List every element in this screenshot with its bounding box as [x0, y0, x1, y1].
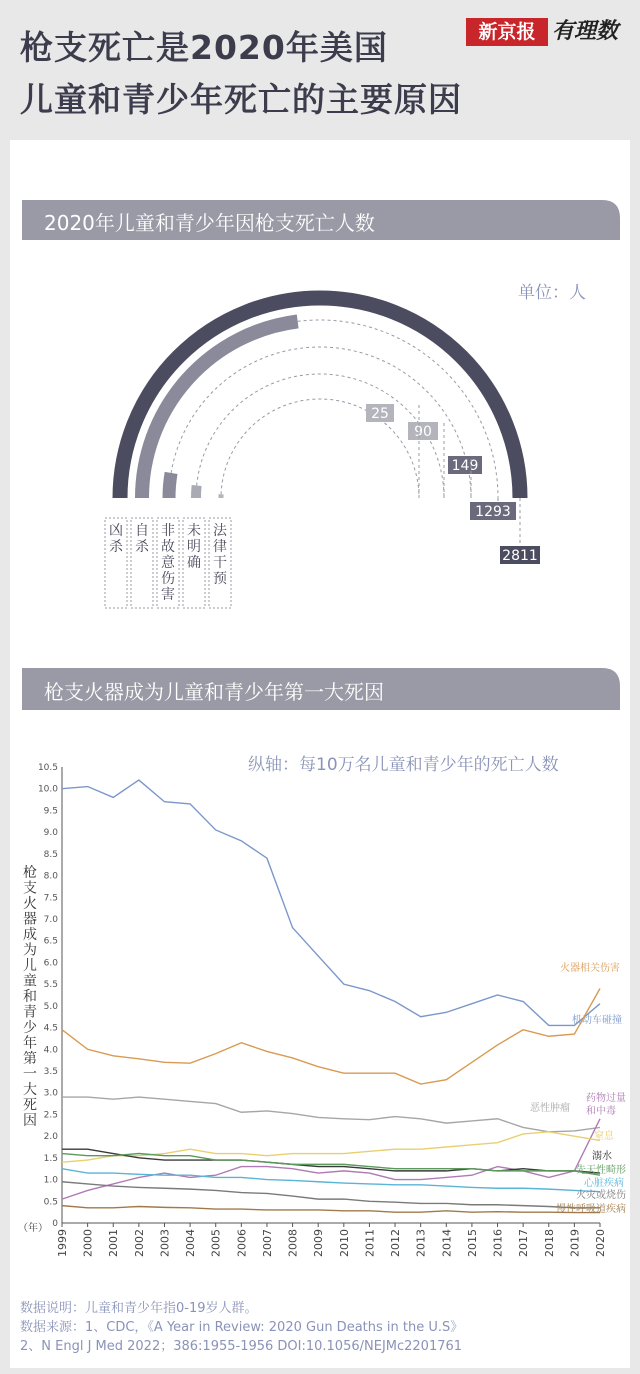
x-tick-label: 2019 [568, 1229, 582, 1257]
page-title-line2: 儿童和青少年死亡的主要原因 [20, 80, 462, 119]
x-tick-label: 2001 [107, 1229, 121, 1257]
y-tick-label: 8.5 [43, 849, 58, 860]
y-tick-label: 10.5 [37, 763, 58, 773]
note-source-2: 2、N Engl J Med 2022；386:1955-1956 DOI:10.1056/NEJMc2201761 [20, 1339, 463, 1354]
x-tick-label: 2003 [158, 1229, 172, 1257]
series-label-1: 火器相关伤害 [560, 963, 620, 974]
value-label-1: 1293 [475, 504, 511, 520]
y-tick-label: 0.5 [43, 1197, 58, 1208]
y-tick-label: 5.5 [43, 980, 58, 991]
y-tick-label: 1.0 [43, 1175, 58, 1186]
brand-sub-logo: 有理数 [552, 19, 619, 44]
x-tick-label: 2006 [235, 1229, 249, 1257]
arc-bar-3 [196, 486, 197, 498]
x-tick-label: 2005 [209, 1229, 223, 1257]
series-line-0 [62, 780, 600, 1025]
category-label-1: 自杀 [135, 523, 149, 555]
value-label-3: 90 [414, 424, 432, 440]
x-tick-label: 2020 [594, 1229, 607, 1257]
y-tick-label: 10.0 [37, 784, 58, 795]
x-tick-label: 1999 [56, 1229, 69, 1257]
category-label-0: 凶杀 [109, 523, 123, 555]
arc-chart [0, 260, 640, 620]
y-tick-label: 2.5 [43, 1110, 58, 1121]
note-source-1: 数据来源：1、CDC，《A Year in Review: 2020 Gun Deaths in the U.S》 [20, 1320, 464, 1335]
category-label-2: 非故意伤害 [161, 523, 175, 603]
x-tick-label: 2008 [286, 1229, 300, 1257]
category-label-3: 未明确 [187, 523, 201, 571]
line-chart [0, 755, 640, 1275]
y-tick-label: 1.5 [43, 1153, 58, 1164]
x-tick-label: 2010 [337, 1229, 351, 1257]
value-label-4: 25 [371, 406, 389, 422]
brand-logo: 新京报 [466, 18, 548, 46]
x-tick-label: 2011 [363, 1229, 377, 1257]
x-tick-label: 2007 [260, 1229, 274, 1257]
series-line-2 [62, 1097, 600, 1132]
header [0, 0, 640, 140]
section1-title: 2020年儿童和青少年因枪支死亡人数 [44, 211, 375, 235]
y-tick-label: 7.0 [43, 915, 58, 925]
x-tick-label: 2017 [517, 1229, 531, 1257]
x-tick-label: 2015 [465, 1229, 479, 1257]
series-label-8: 火灾或烧伤 [576, 1190, 626, 1201]
y-tick-label: 6.5 [43, 936, 58, 947]
x-tick-label: 2004 [184, 1229, 198, 1257]
y-tick-label: 8.0 [43, 871, 58, 882]
series-line-1 [62, 988, 600, 1084]
note-description: 数据说明：儿童和青少年指0-19岁人群。 [20, 1301, 258, 1316]
series-label-3: 药物过量和中毒 [586, 1093, 626, 1117]
y-tick-label: 9.0 [43, 828, 58, 839]
series-label-9: 慢性呼吸道疾病 [556, 1204, 626, 1215]
y-axis-label: 枪支火器成为儿童和青少年第一大死因 [23, 865, 37, 1129]
value-label-2: 149 [451, 458, 479, 474]
x-tick-label: 2016 [491, 1229, 505, 1257]
y-tick-label: 9.5 [43, 806, 58, 817]
x-tick-label: 2009 [312, 1229, 326, 1257]
y-tick-label: 4.5 [43, 1023, 58, 1034]
series-label-0: 机动车碰撞 [572, 1015, 622, 1026]
page-title-line1: 枪支死亡是2020年美国 [20, 28, 388, 67]
series-label-4: 窒息 [594, 1131, 614, 1142]
category-label-4: 法律干预 [213, 523, 227, 587]
x-tick-label: 2012 [389, 1229, 403, 1257]
series-line-9 [62, 1206, 600, 1213]
x-axis-unit: （年） [18, 1223, 48, 1234]
arc-bar-2 [169, 473, 171, 498]
value-label-0: 2811 [502, 548, 538, 564]
y-tick-label: 0 [52, 1219, 58, 1229]
y-tick-label: 5.0 [43, 1001, 58, 1012]
x-tick-label: 2002 [132, 1229, 146, 1257]
series-line-8 [62, 1182, 600, 1208]
arc-guide-3 [197, 374, 444, 498]
y-tick-label: 3.5 [43, 1067, 58, 1077]
series-label-7: 心脏疾病 [584, 1178, 624, 1189]
x-tick-label: 2013 [414, 1229, 428, 1257]
x-tick-label: 2018 [542, 1229, 556, 1257]
series-label-2: 恶性肿瘤 [530, 1103, 570, 1114]
series-line-5 [62, 1149, 600, 1173]
series-label-6: 先天性畸形 [576, 1165, 626, 1176]
y-axis-note: 纵轴：每10万名儿童和青少年的死亡人数 [248, 755, 559, 775]
y-tick-label: 7.5 [43, 893, 58, 904]
series-label-5: 溺水 [592, 1151, 612, 1162]
unit-label: 单位：人 [518, 283, 586, 303]
y-tick-label: 3.0 [43, 1088, 58, 1099]
y-tick-label: 2.0 [43, 1132, 58, 1143]
x-tick-label: 2014 [440, 1229, 454, 1257]
y-tick-label: 6.0 [43, 958, 58, 969]
x-tick-label: 2000 [81, 1229, 95, 1257]
section2-title: 枪支火器成为儿童和青少年第一大死因 [44, 680, 384, 704]
y-tick-label: 4.0 [43, 1045, 58, 1056]
